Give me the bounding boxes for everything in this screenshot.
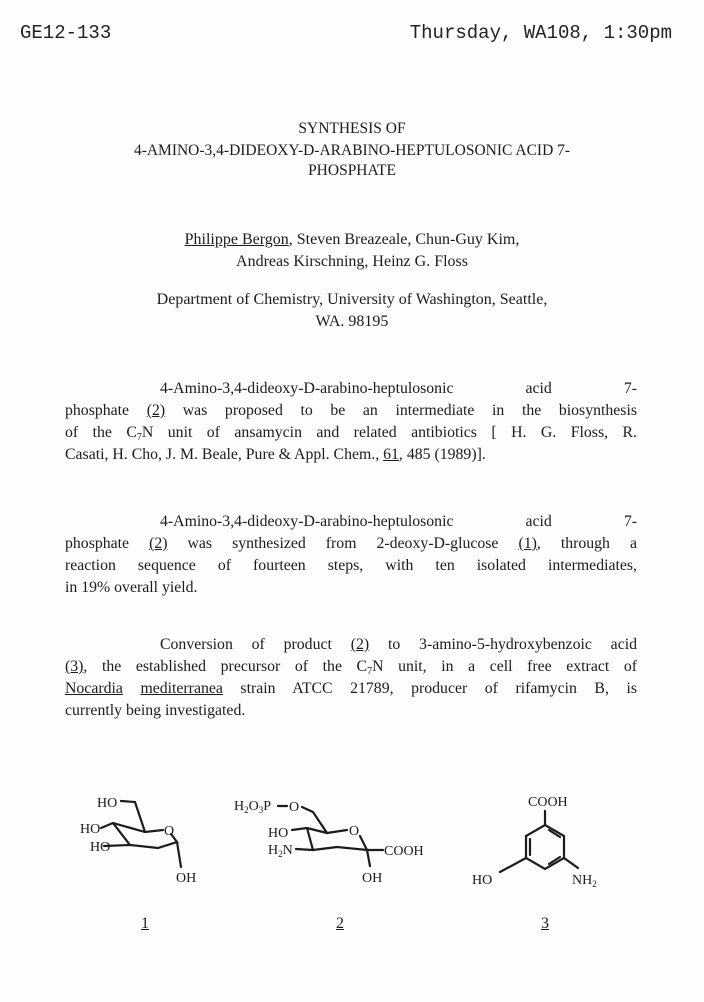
text: in 19% overall yield. — [65, 579, 198, 596]
compound-ref: (2) — [350, 636, 370, 653]
authors-rest: , Steven Breazeale, Chun-Guy Kim, — [288, 231, 520, 248]
authors-line-2: Andreas Kirschning, Heinz G. Floss — [236, 253, 468, 270]
text: of the C — [65, 424, 137, 441]
genus: Nocardia — [65, 680, 123, 697]
volume: 61 — [383, 446, 399, 463]
text: 4-Amino-3,4-dideoxy-D-arabino-heptulosonic acid 7- — [160, 513, 637, 530]
text: 4-Amino-3,4-dideoxy-D-arabino-heptulosonic acid 7- — [160, 380, 637, 397]
abstract-code: GE12-133 — [20, 22, 112, 44]
presenter: Philippe Bergon — [184, 231, 289, 248]
ester-oxygen-label: O — [289, 800, 300, 815]
text: to 3-amino-5-hydroxybenzoic acid — [369, 636, 637, 653]
text: phosphate — [65, 402, 147, 419]
ring-oxygen-label: O — [349, 824, 360, 839]
title-line-1: SYNTHESIS OF — [298, 120, 406, 137]
carboxyl-label: COOH — [528, 795, 568, 810]
text: , the established precursor of the C — [83, 658, 368, 675]
text: N unit of ansamycin and related antibiotics [ H. G. Floss, R. — [141, 424, 637, 441]
hydroxyl-label: OH — [362, 871, 383, 886]
compound-ref: (1) — [518, 535, 537, 552]
structure-2 — [278, 806, 383, 866]
session-info: Thursday, WA108, 1:30pm — [409, 22, 672, 44]
amino-label: $H_2N$ — [268, 843, 293, 859]
text: strain ATCC 21789, producer of rifamycin B, is — [222, 680, 637, 697]
amino-label: $NH_2$ — [572, 873, 597, 889]
title-line-3: PHOSPHATE — [308, 162, 396, 179]
carboxyl-label: COOH — [384, 844, 424, 859]
affiliation-line-2: WA. 98195 — [315, 313, 389, 330]
hydroxyl-label: OH — [176, 871, 197, 886]
text: Casati, H. Cho, J. M. Beale, Pure & Appl. Chem., — [65, 446, 384, 463]
phosphate-label: $H_2O_3P$ — [234, 799, 272, 815]
text: , through a — [536, 535, 637, 552]
text: currently being investigated. — [65, 702, 246, 719]
affiliation-line-1: Department of Chemistry, University of Washington, Seattle, — [156, 291, 548, 308]
text: was proposed to be an intermediate in the biosynthesis — [165, 402, 637, 419]
hydroxyl-label: HO — [268, 826, 289, 841]
compound-label-1: 1 — [141, 915, 149, 932]
text: Conversion of product — [160, 636, 351, 653]
compound-label-2: 2 — [336, 915, 344, 932]
hydroxyl-label: HO — [90, 840, 111, 855]
compound-ref: (2) — [146, 402, 166, 419]
text: was synthesized from 2-deoxy-D-glucose — [167, 535, 519, 552]
hydroxyl-label: HO — [80, 822, 101, 837]
compound-ref: (2) — [149, 535, 168, 552]
text: , 485 (1989)]. — [398, 446, 486, 463]
text: reaction sequence of fourteen steps, with ten isolated intermediates, — [65, 557, 637, 574]
title-line-2: 4-AMINO-3,4-DIDEOXY-D-ARABINO-HEPTULOSONIC ACID 7- — [133, 142, 571, 159]
compound-ref: (3) — [65, 658, 84, 675]
subscript: 7 — [367, 666, 373, 677]
hydroxyl-label: HO — [472, 873, 493, 888]
structure-3-benzene — [500, 811, 578, 872]
text: N unit, in a cell free extract of — [372, 658, 637, 675]
ring-oxygen-label: O — [164, 824, 175, 839]
species: mediterranea — [140, 680, 223, 697]
compound-label-3: 3 — [541, 915, 549, 932]
hydroxyl-label: HO — [97, 796, 118, 811]
subscript: 7 — [136, 432, 142, 443]
text: phosphate — [65, 535, 150, 552]
